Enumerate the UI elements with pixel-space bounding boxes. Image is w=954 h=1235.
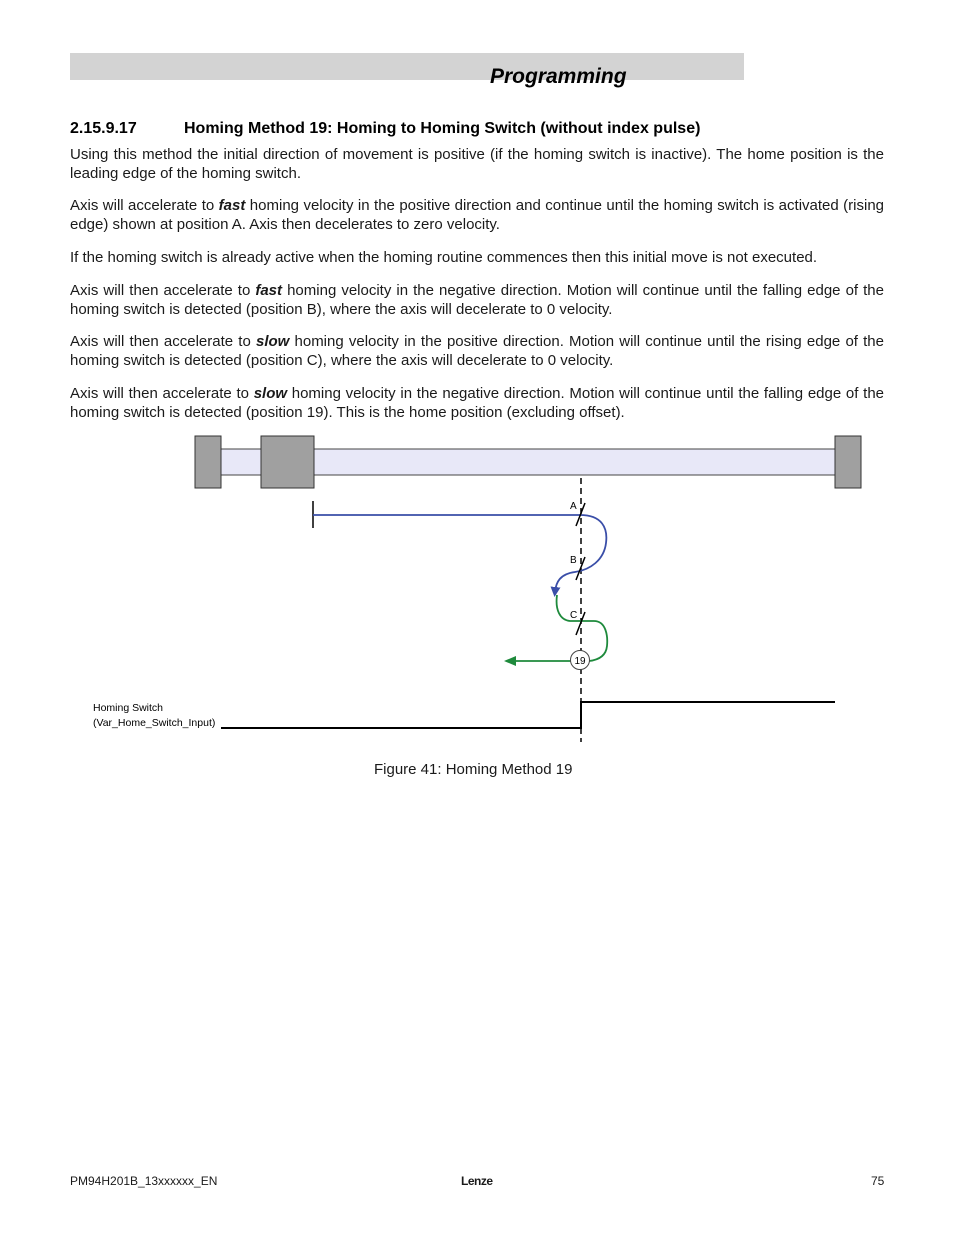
home-position-label: 19 (574, 656, 586, 667)
paragraph: Axis will accelerate to fast homing velocity in the positive direction and continue until the homing switch is activated (rising edge) shown at position A. Axis then decelerates to zero velocity. (70, 197, 885, 233)
section-title: Homing Method 19: Homing to Homing Switch (without index pulse) (184, 120, 701, 137)
homing-switch-signal (221, 702, 835, 728)
paragraph: Axis will then accelerate to slow homing velocity in the negative direction. Motion will continue until the falling edge of the homing switch is detected (position 19). This is the home position (excluding offset). (70, 385, 885, 421)
marker-a: A (570, 501, 577, 512)
emphasis: fast (255, 282, 283, 299)
marker-b: B (570, 555, 577, 566)
marker-c: C (570, 610, 578, 621)
paragraph: Axis will then accelerate to slow homing velocity in the positive direction. Motion will continue until the rising edge of the homing switch is detected (position C), where the axis will decelerate to 0 velocity. (70, 333, 884, 369)
figure-caption: Figure 41: Homing Method 19 (374, 761, 573, 778)
emphasis: fast (218, 197, 246, 214)
limit-block-right (835, 436, 861, 488)
paragraph: Axis will then accelerate to fast homing velocity in the negative direction. Motion will continue until the falling edge of the homing switch is detected (position B), where the axis will decelerate to 0 velocity. (70, 282, 884, 318)
footer-page-number: 75 (871, 1174, 885, 1188)
paragraph: Using this method the initial direction of movement is positive (if the homing switch is inactive). The home position is the leading edge of the homing switch. (70, 146, 884, 182)
carriage-block (261, 436, 314, 488)
footer-doc-id: PM94H201B_13xxxxxx_EN (70, 1174, 218, 1188)
footer-brand-logo: Lenze (461, 1174, 493, 1188)
signal-label-variable: (Var_Home_Switch_Input) (93, 717, 216, 729)
paragraph: If the homing switch is already active when the homing routine commences then this initial move is not executed. (70, 249, 818, 266)
emphasis: slow (253, 385, 288, 402)
page-header-title: Programming (490, 65, 627, 88)
limit-block-left (195, 436, 221, 488)
signal-label: Homing Switch (93, 702, 164, 714)
fast-move-path (313, 515, 606, 592)
emphasis: slow (255, 333, 290, 350)
section-number: 2.15.9.17 (70, 120, 137, 137)
